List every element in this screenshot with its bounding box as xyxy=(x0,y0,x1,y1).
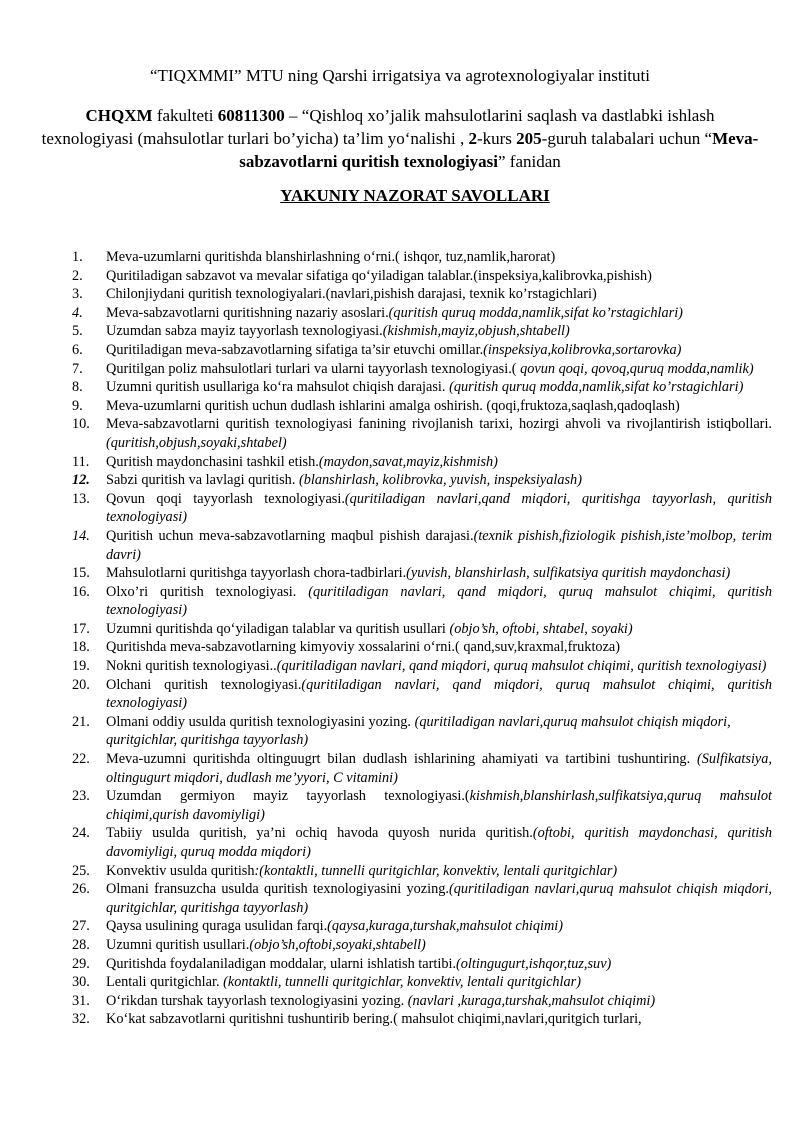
question-number: 4. xyxy=(72,304,83,321)
question-item xyxy=(72,992,772,1011)
question-main: Uzumni quritish usullariga ko‘ra mahsulot chiqish darajasi. xyxy=(106,379,450,396)
question-item xyxy=(72,824,772,861)
question-text xyxy=(106,583,772,620)
question-item xyxy=(72,936,772,955)
question-hint: (quritish quruq modda,namlik,sifat ko’rstagichlari) xyxy=(388,304,683,321)
question-hint: (maydon,savat,mayiz,kishmish) xyxy=(318,453,498,470)
question-item xyxy=(72,917,772,936)
question-main: Quritish uchun meva-sabzavotlarning maqbul pishish darajasi. xyxy=(106,527,474,544)
question-text xyxy=(106,285,772,304)
question-item xyxy=(72,750,772,787)
question-number: 15. xyxy=(72,565,90,582)
question-item xyxy=(72,415,772,452)
question-number: 14. xyxy=(72,527,90,544)
question-text xyxy=(106,360,772,379)
question-main: Uzumdan germiyon mayiz tayyorlash texnologiyasi.( xyxy=(106,788,470,805)
question-item xyxy=(72,583,772,620)
question-main: Meva-uzumni quritishda oltinguugrt bilan dudlash ishlarining ahamiyati va tartibini tushuntiring. xyxy=(106,751,697,768)
question-number: 16. xyxy=(72,583,90,600)
question-main: Quritiladigan sabzavot va mevalar sifatiga qo‘yiladigan talablar.(inspeksiya,kalibrovka,pishish) xyxy=(106,267,652,284)
question-number: 32. xyxy=(72,1011,90,1028)
question-number: 31. xyxy=(72,992,90,1009)
question-number: 2. xyxy=(72,267,83,284)
question-hint: (quritiladigan navlari, qand miqdori, quruq mahsulot chiqimi, quritish texnologiyasi) xyxy=(106,583,772,619)
course-word: -kurs xyxy=(476,129,517,148)
question-number: 18. xyxy=(72,639,90,656)
question-main: Quritishda foydalaniladigan moddalar, ularni ishlatish tartibi. xyxy=(106,955,457,972)
question-hint: (quritiladigan navlari, qand miqdori, quruq mahsulot chiqimi, quritish texnologiyasi) xyxy=(276,658,767,675)
question-text xyxy=(106,248,772,267)
question-hint: :(kontaktli, tunnelli quritgichlar, konvektiv, lentali quritgichlar) xyxy=(254,862,618,879)
question-item xyxy=(72,862,772,881)
question-number: 21. xyxy=(72,713,90,730)
question-number: 29. xyxy=(72,955,90,972)
question-main: Uzumni quritishda qo‘yiladigan talablar va quritish usullari xyxy=(106,620,450,637)
question-hint: (quritish,objush,soyaki,shtabel) xyxy=(106,434,287,451)
group-number: 205 xyxy=(516,129,542,148)
question-number: 22. xyxy=(72,751,90,768)
question-hint: (yuvish, blanshirlash, sulfikatsiya quritish maydonchasi) xyxy=(406,565,731,582)
question-text xyxy=(106,527,772,564)
question-text xyxy=(106,955,772,974)
question-hint: kishmish,blanshirlash,sulfikatsiya,quruq mahsulot chiqimi,qurish davomiyligi) xyxy=(106,788,772,823)
question-item xyxy=(72,713,772,750)
question-number: 20. xyxy=(72,676,90,693)
question-text xyxy=(106,267,772,286)
question-item xyxy=(72,285,772,304)
question-text xyxy=(106,992,772,1011)
question-text xyxy=(106,713,772,750)
question-item xyxy=(72,490,772,527)
question-text xyxy=(106,880,772,917)
question-item xyxy=(72,378,772,397)
question-text xyxy=(106,304,772,323)
question-number: 25. xyxy=(72,862,90,879)
course-number: 2 xyxy=(468,129,477,148)
question-text xyxy=(106,657,772,676)
question-number: 27. xyxy=(72,918,90,935)
question-main: Meva-sabzavotlarni quritishning nazariy asoslari. xyxy=(106,304,389,321)
question-hint: (qaysa,kuraga,turshak,mahsulot chiqimi) xyxy=(327,918,564,935)
question-number: 3. xyxy=(72,286,83,303)
question-main: Meva-uzumlarni quritishda blanshirlashning o‘rni.( ishqor, tuz,namlik,harorat) xyxy=(106,249,556,265)
question-main: Qaysa usulining quraga usulidan farqi. xyxy=(106,918,328,935)
question-text xyxy=(106,490,772,527)
direction-code: 60811300 xyxy=(217,106,285,125)
question-item xyxy=(72,973,772,992)
questions-list xyxy=(72,248,772,1029)
question-item xyxy=(72,360,772,379)
question-text xyxy=(106,824,772,861)
question-main: Ko‘kat sabzavotlarni quritishni tushuntirib bering.( mahsulot chiqimi,navlari,quritgich turlari, xyxy=(106,1011,642,1028)
question-item xyxy=(72,657,772,676)
question-item xyxy=(72,397,772,416)
question-text xyxy=(106,750,772,787)
question-item xyxy=(72,453,772,472)
question-number: 10. xyxy=(72,416,90,433)
question-hint: (blanshirlash, kolibrovka, yuvish, inspeksiyalash) xyxy=(298,472,582,489)
subject-name: Meva-sabzavotlarni quritish texnologiyasi xyxy=(239,129,759,171)
question-text xyxy=(106,676,772,713)
question-main: Uzumni quritish usullari. xyxy=(106,936,250,953)
question-main: Quritish maydonchasini tashkil etish. xyxy=(106,453,319,470)
question-item xyxy=(72,471,772,490)
question-main: Olmani fransuzcha usulda quritish texnologiyasini yozing. xyxy=(106,881,449,898)
question-hint: qovun qoqi, qovoq,quruq modda,namlik) xyxy=(520,360,754,377)
question-text xyxy=(106,415,772,452)
question-item xyxy=(72,638,772,657)
question-hint: (oltingugurt,ishqor,tuz,suv) xyxy=(456,955,612,972)
question-number: 6. xyxy=(72,341,83,358)
question-hint: (quritiladigan navlari, qand miqdori, quruq mahsulot chiqimi, quritish texnologiyasi) xyxy=(106,676,772,712)
question-hint: (quritish quruq modda,namlik,sifat ko’rstagichlari) xyxy=(449,379,744,396)
direction-text: – “Qishloq xo’jalik mahsulotlarini saqlash va dastlabki ishlash texnologiyasi (mahsulotlar turlari bo’yicha) ta’lim yo‘nalishi , xyxy=(41,106,715,148)
question-text xyxy=(106,917,772,936)
question-hint: (quritiladigan navlari,quruq mahsulot chiqish miqdori, quritgichlar, quritishga tayyorlash) xyxy=(106,881,772,916)
question-text xyxy=(106,1010,772,1029)
question-main: Lentali quritgichlar. xyxy=(106,974,224,991)
question-text xyxy=(106,787,772,824)
question-main: Meva-sabzavotlarni quritish texnologiyasi fanining rivojlanish tarixi, hozirgi ahvoli va rivojlantirish istiqbollari. xyxy=(106,416,772,433)
question-main: Quritishda meva-sabzavotlarning kimyoviy xossalarini o‘rni.( qand,suv,kraxmal,fruktoza) xyxy=(106,639,621,656)
question-number: 8. xyxy=(72,379,83,396)
question-number: 9. xyxy=(72,397,83,414)
question-item xyxy=(72,304,772,323)
faculty-abbr: CHQXM xyxy=(85,106,153,125)
question-hint: (kishmish,mayiz,objush,shtabell) xyxy=(382,323,570,340)
question-item xyxy=(72,341,772,360)
question-number: 23. xyxy=(72,788,90,805)
question-text xyxy=(106,564,772,583)
question-main: O‘rikdan turshak tayyorlash texnologiyasini yozing. xyxy=(106,992,408,1009)
question-item xyxy=(72,267,772,286)
question-number: 11. xyxy=(72,453,90,470)
question-number: 12. xyxy=(72,472,90,489)
question-text xyxy=(106,620,772,639)
question-text xyxy=(106,471,772,490)
question-number: 19. xyxy=(72,658,90,675)
question-item xyxy=(72,1010,772,1029)
question-main: Olmani oddiy usulda quritish texnologiyasini yozing. xyxy=(106,713,415,730)
question-main: Quritilgan poliz mahsulotlari turlari va ularni tayyorlash texnologiyasi.( xyxy=(106,360,521,377)
question-number: 28. xyxy=(72,936,90,953)
question-hint: (oftobi, quritish maydonchasi, quritish davomiyligi, quruq modda miqdori) xyxy=(106,825,772,860)
question-main: Mahsulotlarni quritishga tayyorlash chora-tadbirlari. xyxy=(106,565,407,582)
question-hint: (Sulfikatsiya, oltingugurt miqdori, dudlash me’yyori, C vitamini) xyxy=(106,751,772,786)
question-text xyxy=(106,322,772,341)
question-hint: (quritiladigan navlari,qand miqdori, quritishga tayyorlash, quritish texnologiyasi) xyxy=(106,490,772,526)
question-main: Olchani quritish texnologiyasi. xyxy=(106,676,302,693)
question-number: 5. xyxy=(72,323,83,340)
question-item xyxy=(72,620,772,639)
question-number: 7. xyxy=(72,360,83,377)
question-hint: (objo’sh,oftobi,soyaki,shtabell) xyxy=(249,936,426,953)
question-hint: (texnik pishish,fiziologik pishish,iste’molbop, terim davri) xyxy=(106,527,772,563)
faculty-word: fakulteti xyxy=(152,106,218,125)
question-item xyxy=(72,880,772,917)
question-number: 1. xyxy=(72,249,83,265)
question-text xyxy=(106,862,772,881)
institute-heading: “TIQXMMI” MTU ning Qarshi irrigatsiya va agrotexnologiyalar instituti xyxy=(150,66,650,85)
question-main: Chilonjiydani quritish texnologiyalari.(navlari,pishish darajasi, texnik ko’rstagichlari) xyxy=(106,286,597,303)
question-number: 17. xyxy=(72,620,90,637)
question-main: Quritiladigan meva-sabzavotlarning sifatiga ta’sir etuvchi omillar. xyxy=(106,341,484,358)
question-main: Nokni quritish texnologiyasi.. xyxy=(106,658,277,675)
question-item xyxy=(72,787,772,824)
question-item xyxy=(72,676,772,713)
question-main: Olxo’ri quritish texnologiyasi. xyxy=(106,583,309,600)
question-hint: (quritiladigan navlari,quruq mahsulot chiqish miqdori, quritgichlar, quritishga tayyorlash) xyxy=(106,713,731,749)
question-hint: (inspeksiya,kolibrovka,sortarovka) xyxy=(483,341,682,358)
question-text xyxy=(106,341,772,360)
question-text xyxy=(106,936,772,955)
question-number: 13. xyxy=(72,490,90,507)
question-item xyxy=(72,564,772,583)
question-number: 26. xyxy=(72,881,90,898)
question-text xyxy=(106,378,772,397)
question-item xyxy=(72,527,772,564)
subject-end: ” fanidan xyxy=(498,152,561,171)
question-main: Meva-uzumlarni quritish uchun dudlash ishlarini amalga oshirish. (qoqi,fruktoza,saqlash,qadoqlash) xyxy=(106,397,680,414)
question-main: Uzumdan sabza mayiz tayyorlash texnologiyasi. xyxy=(106,323,383,340)
question-text xyxy=(106,638,772,657)
question-text xyxy=(106,397,772,416)
question-item xyxy=(72,955,772,974)
question-number: 24. xyxy=(72,825,90,842)
question-main: Qovun qoqi tayyorlash texnologiyasi. xyxy=(106,490,345,507)
question-hint: (navlari ,kuraga,turshak,mahsulot chiqimi) xyxy=(407,992,656,1009)
question-item xyxy=(72,248,772,267)
question-main: Konvektiv usulda quritish xyxy=(106,862,255,879)
document-title: YAKUNIY NAZORAT SAVOLLARI xyxy=(280,186,550,205)
question-text xyxy=(106,973,772,992)
question-main: Tabiiy usulda quritish, ya’ni ochiq havoda quyosh nurida quritish. xyxy=(106,825,533,842)
question-hint: (kontaktli, tunnelli quritgichlar, konvektiv, lentali quritgichlar) xyxy=(223,974,582,991)
question-main: Sabzi quritish va lavlagi quritish. xyxy=(106,472,299,489)
question-item xyxy=(72,322,772,341)
faculty-heading xyxy=(40,104,760,173)
question-hint: (objo’sh, oftobi, shtabel, soyaki) xyxy=(449,620,633,637)
question-text xyxy=(106,453,772,472)
question-number: 30. xyxy=(72,974,90,991)
group-word: -guruh talabalari uchun “ xyxy=(541,129,713,148)
